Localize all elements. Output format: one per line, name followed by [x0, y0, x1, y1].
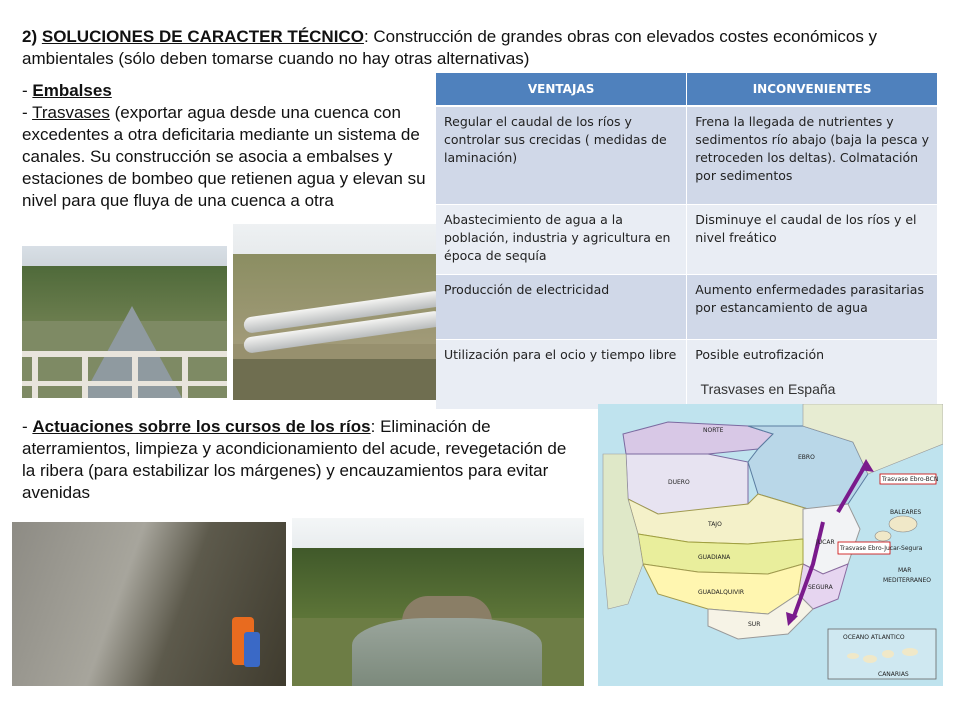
ditch-cleaning-photo	[12, 522, 286, 686]
table-cell: Regular el caudal de los ríos y controlar sus crecidas ( medidas de laminación)	[436, 106, 687, 204]
spain-water-transfer-map	[598, 404, 943, 686]
heading-number: 2)	[22, 27, 38, 46]
table-row	[436, 204, 938, 274]
map-label-baleares: BALEARES	[890, 509, 922, 516]
slide-heading	[22, 26, 942, 70]
map-label-sur: SUR	[748, 621, 761, 628]
trasvases-description: (exportar agua desde una cuenca con excedentes a otra deficitaria mediante un sistema de canales. Su construcción se asocia a embalses y estaciones de bombeo que retienen agua y elevan su nivel para que fluya de una cuenca a otra	[22, 103, 426, 210]
river-actions-text: - Actuaciones sobrre los cursos de los ríos: Eliminación de aterramientos, limpieza y acondicionamiento del acude, revegetación de la ribera (para estabilizar los márgenes) y encauzamientos para evitar avenidas	[22, 417, 567, 502]
table-row	[436, 106, 938, 204]
heading-topic: SOLUCIONES DE CARACTER TÉCNICO	[41, 27, 364, 46]
map-label-norte: NORTE	[703, 427, 724, 434]
map-label-segura: SEGURA	[808, 584, 833, 591]
table-cell: Producción de electricidad	[436, 274, 687, 339]
pipeline-photo	[233, 224, 436, 400]
river-actions-description: : Eliminación de aterramientos, limpieza y acondicionamiento del acude, revegetación de la ribera (para estabilizar los márgenes) y encauzamientos para evitar avenidas	[22, 417, 567, 502]
table-row	[436, 274, 938, 339]
map-label-guadalquivir: GUADALQUIVIR	[698, 589, 745, 596]
map-label-trasvase-ebro: Trasvase Ebro-BCN	[882, 476, 939, 483]
table-cell: Posible eutrofización	[687, 339, 938, 409]
map-label-canarias: CANARIAS	[878, 671, 909, 678]
map-label-mar: MAR	[898, 567, 912, 574]
table-cell: Abastecimiento de agua a la población, industria y agricultura en época de sequía	[436, 204, 687, 274]
table-header-ventajas: VENTAJAS	[436, 73, 687, 106]
map-label-jucar: JUCAR	[816, 539, 835, 546]
canal-photo	[22, 246, 227, 398]
trasvases-label: Trasvases	[32, 103, 110, 122]
table-cell: Disminuye el caudal de los ríos y el nivel freático	[687, 204, 938, 274]
map-label-mediterraneo: MEDITERRANEO	[883, 577, 932, 584]
embalses-label: Embalses	[32, 81, 112, 100]
pros-cons-table	[436, 73, 938, 410]
map-label-duero: DUERO	[668, 479, 690, 486]
river-actions-title: Actuaciones sobrre los cursos de los ríos	[32, 417, 371, 436]
map-label-guadiana: GUADIANA	[698, 554, 731, 561]
map-label-tajo: TAJO	[708, 521, 722, 528]
river-bridge-photo	[292, 518, 584, 686]
heading-rest: : Construcción de grandes obras con elevados costes económicos y ambientales (sólo deben tomarse cuando no hay otras alternativas)	[22, 27, 878, 68]
trasvases-item: - Trasvases (exportar agua desde una cuenca con excedentes a otra deficitaria mediante un sistema de canales. Su construcción se asocia a embalses y estaciones de bombeo que retienen agua y elevan su nivel para que fluya de una cuenca a otra	[22, 103, 426, 210]
table-cell: Frena la llegada de nutrientes y sedimentos río abajo (baja la pesca y retroceden los deltas). Colmatación por sedimentos	[687, 106, 938, 204]
table-cell: Aumento enfermedades parasitarias por estancamiento de agua	[687, 274, 938, 339]
embalses-item: - Embalses	[22, 81, 112, 100]
map-caption: Trasvases en España	[700, 381, 836, 397]
map-label-oceano: OCEANO ATLANTICO	[843, 634, 905, 641]
map-label-ebro: EBRO	[798, 454, 815, 461]
map-svg	[598, 404, 943, 686]
left-text-block	[22, 80, 427, 212]
map-label-trasvase-tajo: Trasvase Ebro-Jucar-Segura	[840, 545, 923, 552]
table-cell: Utilización para el ocio y tiempo libre	[436, 339, 687, 409]
table-header-inconvenientes: INCONVENIENTES	[687, 73, 938, 106]
